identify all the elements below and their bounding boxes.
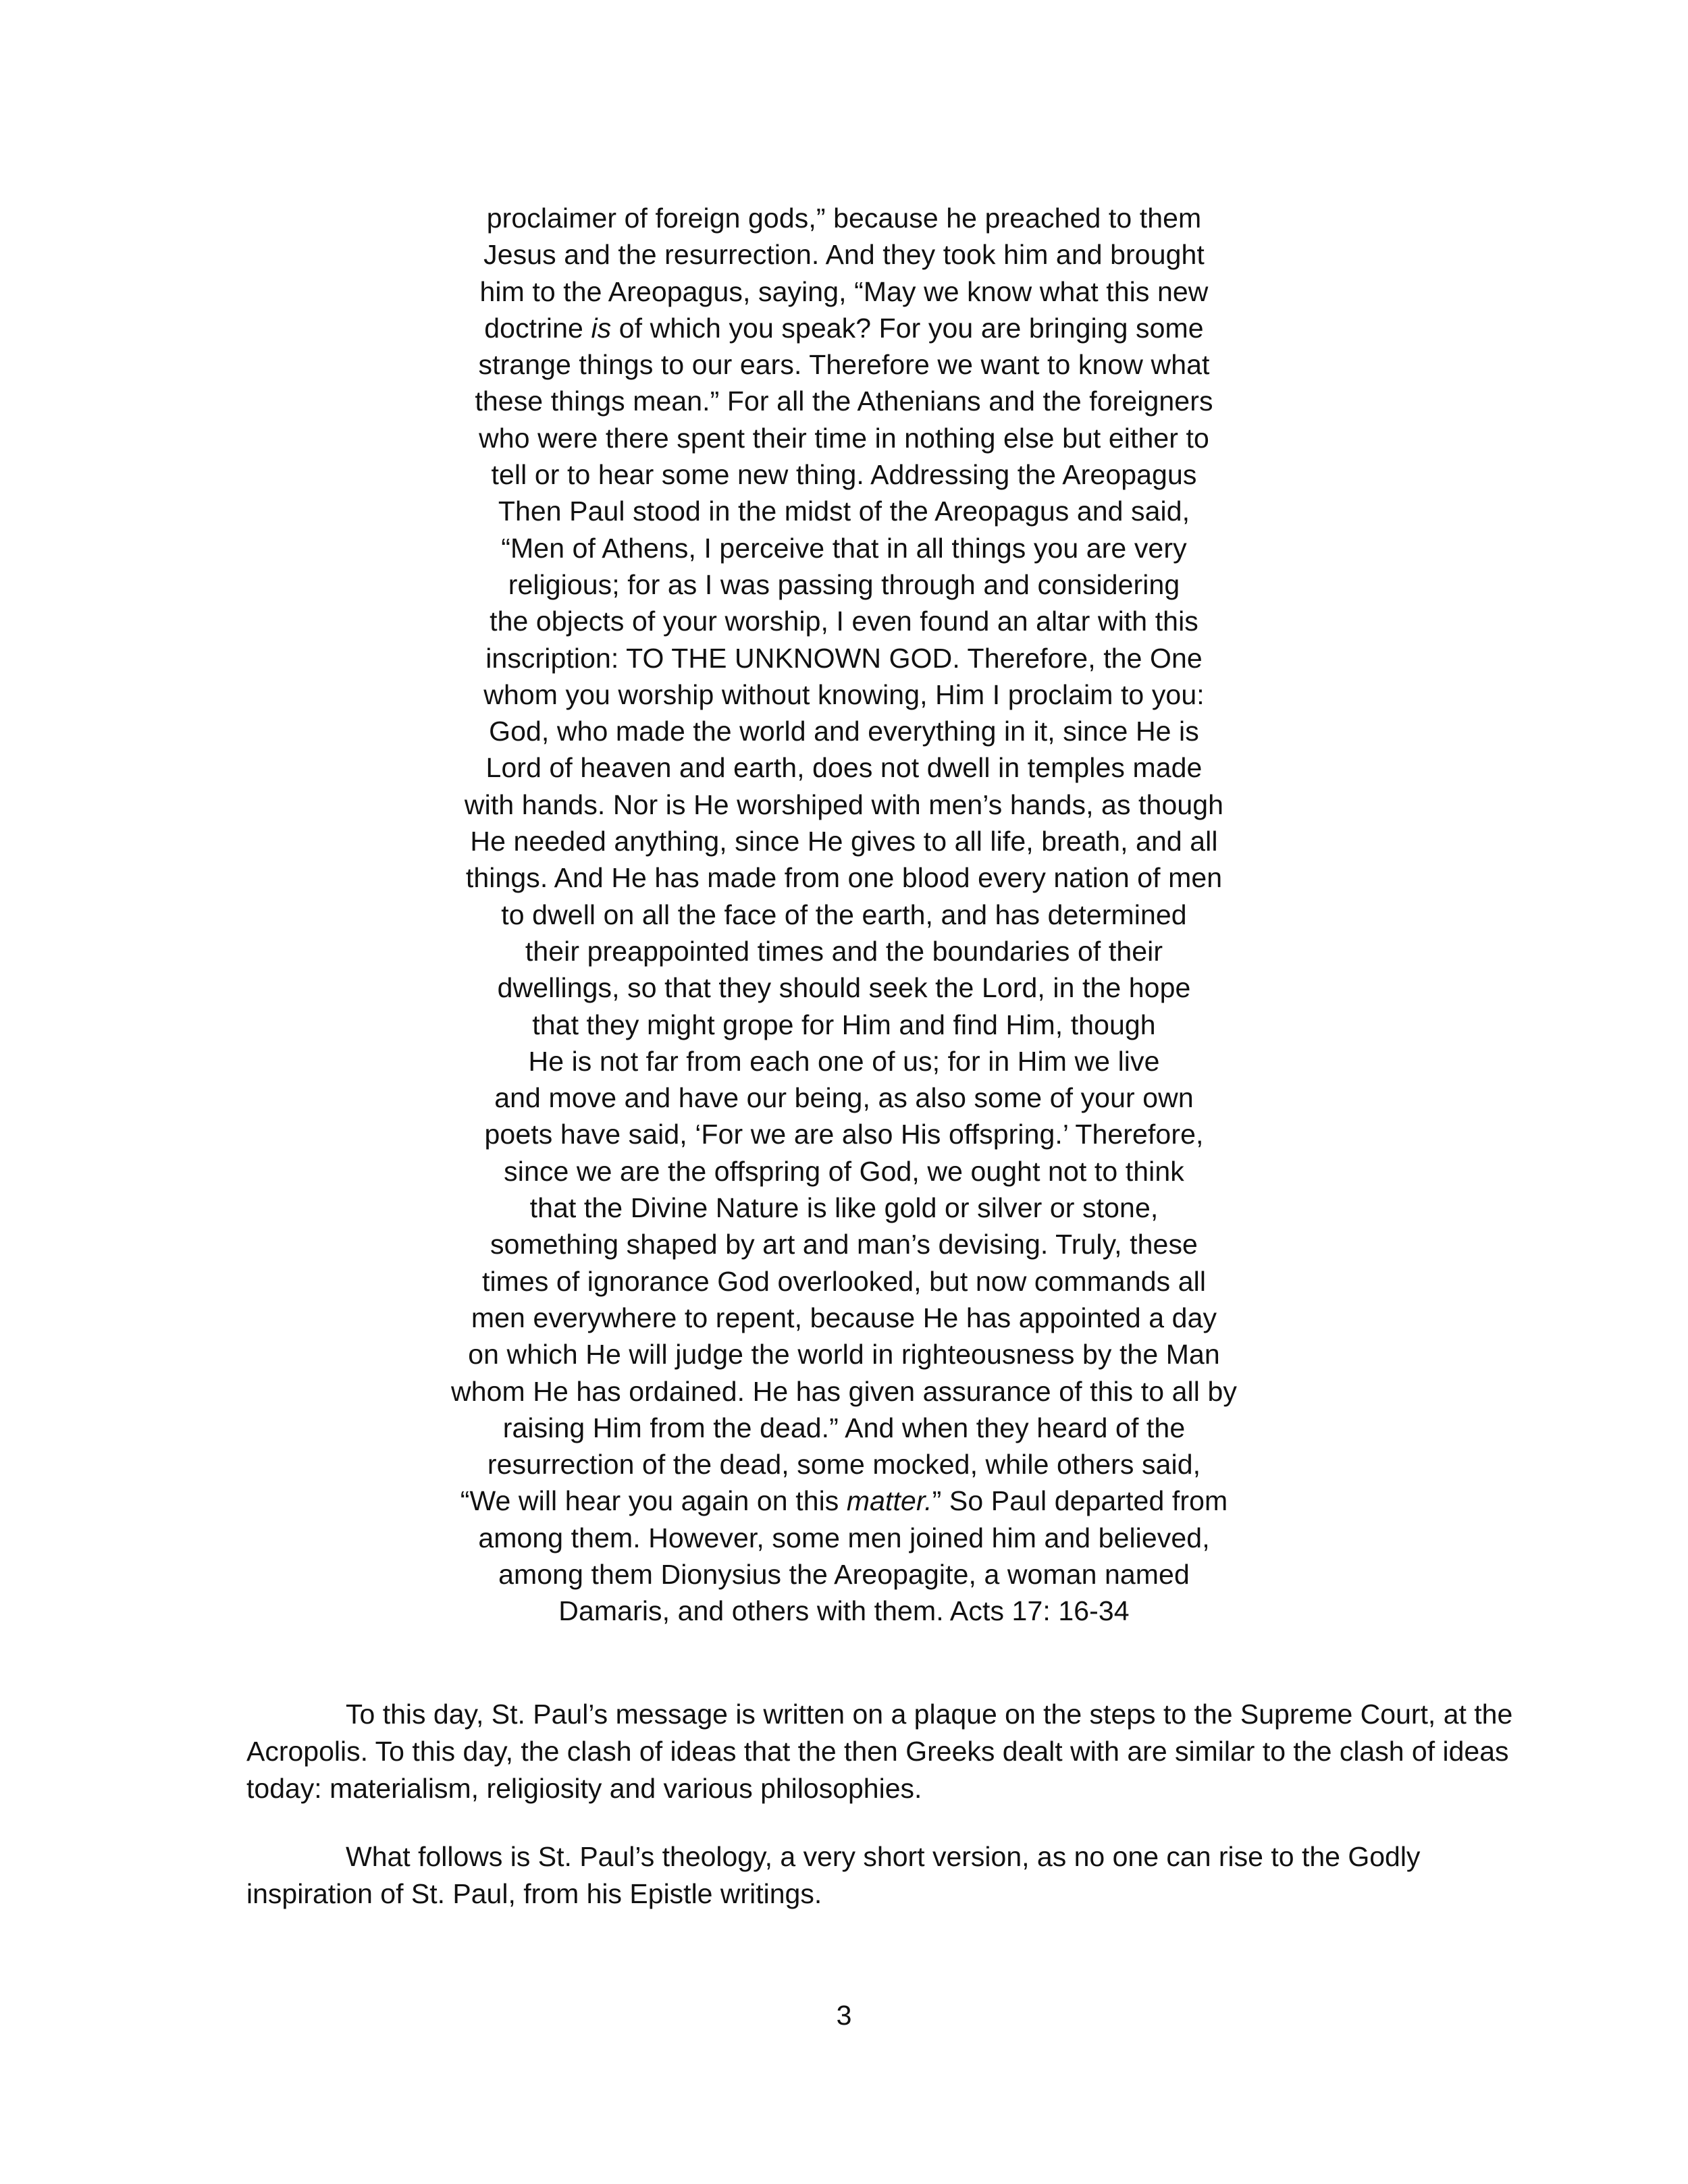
paragraph-line: today: materialism, religiosity and various philosophies. bbox=[246, 1773, 922, 1804]
body-paragraph bbox=[246, 1838, 1529, 1913]
quote-line: things. And He has made from one blood every nation of men bbox=[465, 862, 1223, 894]
paragraph-line: Acropolis. To this day, the clash of ideas that the then Greeks dealt with are similar to the clash of ideas bbox=[246, 1736, 1509, 1767]
quote-line: something shaped by art and man’s devising. Truly, these bbox=[490, 1229, 1198, 1260]
quote-line: the objects of your worship, I even found an altar with this bbox=[490, 606, 1198, 637]
quote-line: whom He has ordained. He has given assurance of this to all by bbox=[451, 1375, 1237, 1407]
quote-line: tell or to hear some new thing. Addressing the Areopagus bbox=[491, 459, 1197, 491]
italic-word: is bbox=[591, 312, 612, 344]
quote-line: dwellings, so that they should seek the Lord, in the hope bbox=[497, 972, 1191, 1004]
quote-line: God, who made the world and everything in it, since He is bbox=[489, 716, 1199, 747]
quote-line: times of ignorance God overlooked, but now commands all bbox=[481, 1265, 1207, 1297]
quote-line: since we are the offspring of God, we ought not to think bbox=[504, 1155, 1184, 1187]
paragraph-line: inspiration of St. Paul, from his Epistle writings. bbox=[246, 1878, 822, 1909]
quote-line: doctrine is of which you speak? For you are bringing some bbox=[484, 312, 1204, 344]
quote-line: and move and have our being, as also some of your own bbox=[494, 1082, 1194, 1114]
quote-line: He needed anything, since He gives to all life, breath, and all bbox=[470, 826, 1218, 857]
quote-line: raising Him from the dead.” And when they heard of the bbox=[502, 1412, 1186, 1443]
quote-line: their preappointed times and the boundaries of their bbox=[525, 935, 1163, 967]
quote-line: strange things to our ears. Therefore we want to know what bbox=[478, 349, 1210, 381]
quote-line: these things mean.” For all the Athenians and the foreigners bbox=[475, 385, 1213, 417]
quote-line: among them Dionysius the Areopagite, a woman named bbox=[498, 1558, 1190, 1590]
quote-line: with hands. Nor is He worshiped with men’s hands, as though bbox=[464, 789, 1224, 820]
quote-line: proclaimer of foreign gods,” because he preached to them bbox=[486, 203, 1202, 234]
quote-line: “Men of Athens, I perceive that in all things you are very bbox=[501, 532, 1187, 564]
quote-line: him to the Areopagus, saying, “May we know what this new bbox=[479, 275, 1209, 307]
quote-line: “We will hear you again on this matter.” So Paul departed from bbox=[460, 1485, 1228, 1517]
paragraph-line: To this day, St. Paul’s message is written on a plaque on the steps to the Supreme Court, at the bbox=[346, 1699, 1513, 1730]
quote-line: men everywhere to repent, because He has appointed a day bbox=[471, 1302, 1217, 1333]
quote-line: resurrection of the dead, some mocked, while others said, bbox=[487, 1449, 1201, 1481]
quote-line: to dwell on all the face of the earth, and has determined bbox=[501, 899, 1187, 930]
italic-word: matter. bbox=[846, 1485, 932, 1517]
quote-line: that the Divine Nature is like gold or silver or stone, bbox=[529, 1192, 1159, 1224]
page-number: 3 bbox=[836, 2000, 852, 2031]
quote-line: Jesus and the resurrection. And they took him and brought bbox=[483, 239, 1205, 271]
quote-line: He is not far from each one of us; for in Him we live bbox=[528, 1045, 1160, 1077]
quote-line: who were there spent their time in nothing else but either to bbox=[479, 422, 1209, 454]
quote-line: Lord of heaven and earth, does not dwell in temples made bbox=[485, 752, 1203, 784]
quote-line: Damaris, and others with them. Acts 17: 16-34 bbox=[558, 1595, 1130, 1627]
quote-line: religious; for as I was passing through and considering bbox=[508, 568, 1180, 600]
quote-line: poets have said, ‘For we are also His offspring.’ Therefore, bbox=[484, 1119, 1204, 1150]
quote-line: among them. However, some men joined him and believed, bbox=[478, 1522, 1210, 1553]
scripture-quote bbox=[378, 200, 1310, 1630]
quote-line: whom you worship without knowing, Him I proclaim to you: bbox=[483, 678, 1205, 710]
quote-line: on which He will judge the world in righteousness by the Man bbox=[468, 1339, 1220, 1370]
quote-line: that they might grope for Him and find Him, though bbox=[532, 1009, 1156, 1040]
paragraph-line: What follows is St. Paul’s theology, a very short version, as no one can rise to the Godly bbox=[346, 1841, 1421, 1872]
quote-line: inscription: TO THE UNKNOWN GOD. Therefore, the One bbox=[485, 642, 1203, 674]
quote-line: Then Paul stood in the midst of the Areopagus and said, bbox=[498, 496, 1190, 527]
body-paragraph bbox=[246, 1696, 1529, 1807]
